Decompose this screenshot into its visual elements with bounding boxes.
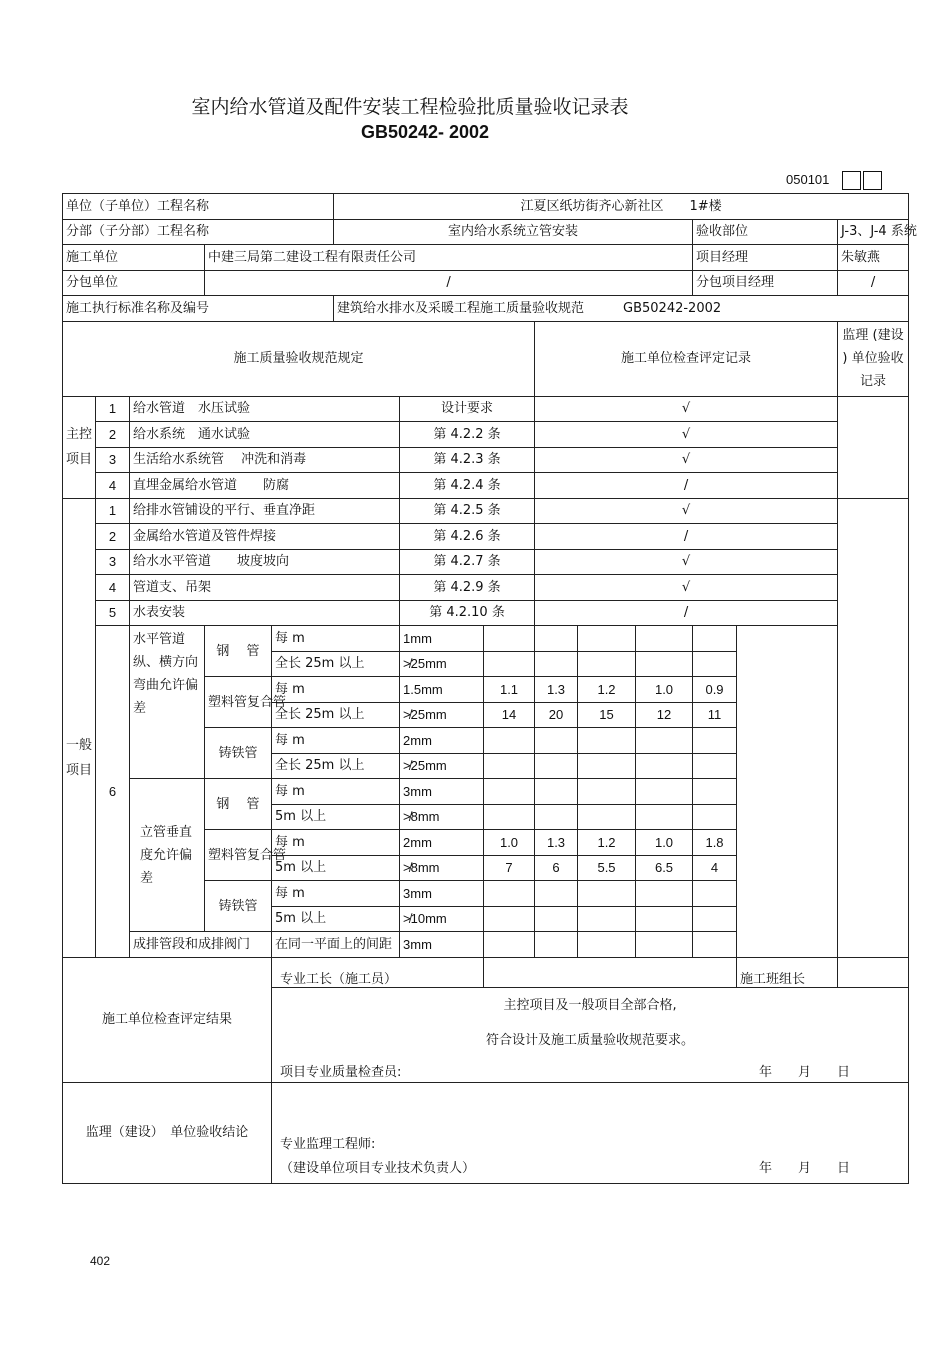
general-no: 3	[96, 549, 130, 575]
cond: 5m 以上	[272, 906, 400, 932]
cond: 全长 25m 以上	[272, 651, 400, 677]
pm-label: 项目经理	[693, 245, 838, 271]
measure[interactable]: 12	[636, 702, 693, 728]
measure[interactable]: 1.3	[535, 677, 578, 703]
sub-pm-label: 分包项目经理	[693, 270, 838, 296]
form-code: 050101	[786, 172, 830, 187]
valve-cond: 在同一平面上的间距	[272, 932, 400, 958]
measure[interactable]	[535, 651, 578, 677]
measure[interactable]: 1.8	[693, 830, 737, 856]
general-row-5	[63, 600, 909, 626]
std-label: 施工执行标准名称及编号	[63, 296, 334, 322]
measure[interactable]	[693, 651, 737, 677]
cond: 每 m	[272, 830, 400, 856]
main-name: 给水系统 通水试验	[130, 422, 400, 448]
owner-label: （建设单位项目专业技术负责人）	[280, 1160, 476, 1176]
measure[interactable]	[636, 626, 693, 652]
spec-header: 施工质量验收规范规定	[63, 321, 535, 396]
general-ref: 第 4.2.10 条	[400, 600, 535, 626]
horizontal-label: 水平管道纵、横方向弯曲允许偏差	[130, 626, 205, 779]
page-number: 402	[90, 1254, 111, 1268]
inspect-part-value: J-3、J-4 系统	[838, 219, 909, 245]
pipe-type: 钢 管	[205, 626, 272, 677]
inspector-label: 项目专业质量检查员:	[280, 1064, 402, 1080]
general-row-3	[63, 549, 909, 575]
pipe-type: 塑料管复合管	[205, 677, 272, 728]
main-name: 生活给水系统管 冲洗和消毒	[130, 447, 400, 473]
contractor-label: 施工单位	[63, 245, 205, 271]
measure[interactable]	[636, 728, 693, 754]
result-line-1: 主控项目及一般项目全部合格,	[503, 997, 677, 1013]
measure[interactable]: 1.0	[636, 677, 693, 703]
measure[interactable]	[484, 906, 535, 932]
measure[interactable]	[535, 779, 578, 805]
measure[interactable]: 0.9	[693, 677, 737, 703]
measure[interactable]	[693, 804, 737, 830]
measure[interactable]	[578, 779, 636, 805]
contractor-value: 中建三局第二建设工程有限责任公司	[205, 245, 693, 271]
supervision-date: 年 月 日	[759, 1160, 851, 1176]
measure[interactable]	[636, 906, 693, 932]
cond: 每 m	[272, 626, 400, 652]
general-no: 4	[96, 575, 130, 601]
general-ref: 第 4.2.5 条	[400, 498, 535, 524]
measure[interactable]	[535, 753, 578, 779]
main-row-2	[63, 422, 909, 448]
cond: 全长 25m 以上	[272, 753, 400, 779]
measure[interactable]	[693, 779, 737, 805]
item6-no: 6	[96, 626, 130, 958]
measure[interactable]	[484, 651, 535, 677]
measure[interactable]	[484, 728, 535, 754]
main-no: 4	[96, 473, 130, 499]
measure[interactable]	[484, 881, 535, 907]
measure[interactable]: 1.3	[535, 830, 578, 856]
general-row-1	[63, 498, 909, 524]
measure[interactable]	[578, 753, 636, 779]
supervision-header: 监理 (建设 ) 单位验收 记录	[838, 321, 909, 396]
limit: ≯10mm	[400, 906, 484, 932]
main-no: 1	[96, 396, 130, 422]
measure[interactable]	[578, 728, 636, 754]
measure[interactable]	[636, 779, 693, 805]
subcontractor-value: /	[205, 270, 693, 296]
main-result[interactable]: /	[535, 473, 838, 499]
limit: 2mm	[400, 728, 484, 754]
result-line-2: 符合设计及施工质量验收规范要求。	[486, 1032, 695, 1048]
valve-row	[63, 932, 909, 958]
main-no: 3	[96, 447, 130, 473]
main-row-3	[63, 447, 909, 473]
measure[interactable]: 7	[484, 855, 535, 881]
limit: ≯25mm	[400, 651, 484, 677]
foreman-label: 专业工长（施工员）	[272, 957, 484, 987]
general-result[interactable]: /	[535, 600, 838, 626]
cond: 每 m	[272, 881, 400, 907]
pipe-type: 铸铁管	[205, 881, 272, 932]
cond: 每 m	[272, 779, 400, 805]
measure[interactable]	[693, 881, 737, 907]
measure[interactable]	[535, 881, 578, 907]
general-ref: 第 4.2.6 条	[400, 524, 535, 550]
general-row-4	[63, 575, 909, 601]
division-label: 分部（子分部）工程名称	[63, 219, 334, 245]
measure[interactable]: 1.1	[484, 677, 535, 703]
cond: 5m 以上	[272, 804, 400, 830]
measure[interactable]: 15	[578, 702, 636, 728]
measure[interactable]: 1.2	[578, 830, 636, 856]
pipe-type: 钢 管	[205, 779, 272, 830]
general-name: 管道支、吊架	[130, 575, 400, 601]
sub-pm-value: /	[838, 270, 909, 296]
v-steel-row-1	[63, 779, 909, 805]
measure[interactable]	[693, 626, 737, 652]
measure[interactable]: 4	[693, 855, 737, 881]
main-ref: 第 4.2.3 条	[400, 447, 535, 473]
inspection-form	[62, 193, 917, 1184]
measure[interactable]	[484, 779, 535, 805]
limit: ≯25mm	[400, 702, 484, 728]
measure[interactable]	[693, 753, 737, 779]
measure[interactable]: 11	[693, 702, 737, 728]
measure[interactable]	[535, 804, 578, 830]
measure[interactable]: 1.0	[636, 830, 693, 856]
valve-limit: 3mm	[400, 932, 484, 958]
measure[interactable]	[578, 804, 636, 830]
main-ref: 第 4.2.4 条	[400, 473, 535, 499]
cond: 5m 以上	[272, 855, 400, 881]
general-result[interactable]: √	[535, 498, 838, 524]
general-no: 2	[96, 524, 130, 550]
main-result[interactable]: √	[535, 396, 838, 422]
measure[interactable]	[578, 906, 636, 932]
measure[interactable]: 1.2	[578, 677, 636, 703]
general-ref: 第 4.2.7 条	[400, 549, 535, 575]
general-name: 水表安装	[130, 600, 400, 626]
form-title: 室内给水管道及配件安装工程检验批质量验收记录表	[191, 96, 629, 118]
main-supervision-cell[interactable]	[838, 396, 909, 498]
measure[interactable]: 5.5	[578, 855, 636, 881]
measure[interactable]	[636, 804, 693, 830]
pm-value: 朱敏燕	[838, 245, 909, 271]
pipe-type: 塑料管复合管	[205, 830, 272, 881]
measure[interactable]	[578, 932, 636, 958]
cond: 每 m	[272, 677, 400, 703]
measure[interactable]	[636, 881, 693, 907]
general-result[interactable]: √	[535, 575, 838, 601]
general-supervision-cell[interactable]	[838, 498, 909, 957]
result-date: 年 月 日	[759, 1064, 851, 1080]
measure[interactable]	[484, 932, 535, 958]
inspect-part-label: 验收部位	[693, 219, 838, 245]
standard-code: GB50242- 2002	[360, 122, 490, 142]
measure[interactable]	[636, 932, 693, 958]
measure[interactable]: 1.0	[484, 830, 535, 856]
main-row-1	[63, 396, 909, 422]
main-row-4	[63, 473, 909, 499]
measure[interactable]	[484, 804, 535, 830]
limit: 3mm	[400, 881, 484, 907]
limit: ≯25mm	[400, 753, 484, 779]
main-name: 给水管道 水压试验	[130, 396, 400, 422]
limit: ≯8mm	[400, 855, 484, 881]
measure[interactable]	[636, 753, 693, 779]
main-no: 2	[96, 422, 130, 448]
general-no: 5	[96, 600, 130, 626]
measure[interactable]	[578, 651, 636, 677]
general-ref: 第 4.2.9 条	[400, 575, 535, 601]
limit: ≯8mm	[400, 804, 484, 830]
measure[interactable]: 14	[484, 702, 535, 728]
code-box-2[interactable]	[863, 171, 882, 190]
h-steel-row-1	[63, 626, 909, 652]
general-label: 一般项目	[63, 498, 96, 957]
general-no: 1	[96, 498, 130, 524]
measure[interactable]: 6	[535, 855, 578, 881]
main-ref: 第 4.2.2 条	[400, 422, 535, 448]
cond: 全长 25m 以上	[272, 702, 400, 728]
limit: 2mm	[400, 830, 484, 856]
unit-label: 单位（子单位）工程名称	[63, 194, 334, 220]
main-name: 直埋金属给水管道 防腐	[130, 473, 400, 499]
supervision-body	[272, 1082, 909, 1183]
main-control-label: 主控项目	[63, 396, 96, 498]
code-box-1[interactable]	[842, 171, 861, 190]
check-header: 施工单位检查评定记录	[535, 321, 838, 396]
measure[interactable]	[535, 906, 578, 932]
measure[interactable]	[484, 626, 535, 652]
general-name: 给水水平管道 坡度坡向	[130, 549, 400, 575]
supervision-label: 监理（建设） 单位验收结论	[63, 1082, 272, 1183]
measure[interactable]	[578, 881, 636, 907]
foreman-signature[interactable]	[484, 957, 737, 987]
measure[interactable]	[693, 906, 737, 932]
limit: 1.5mm	[400, 677, 484, 703]
cond: 每 m	[272, 728, 400, 754]
division-value: 室内给水系统立管安装	[334, 219, 693, 245]
pipe-type: 铸铁管	[205, 728, 272, 779]
main-ref: 设计要求	[400, 396, 535, 422]
measure[interactable]: 6.5	[636, 855, 693, 881]
measure[interactable]	[693, 932, 737, 958]
limit: 3mm	[400, 779, 484, 805]
engineer-label: 专业监理工程师:	[280, 1136, 376, 1152]
measure[interactable]	[484, 753, 535, 779]
general-row-2	[63, 524, 909, 550]
main-result[interactable]: √	[535, 447, 838, 473]
team-leader-label: 施工班组长	[737, 957, 838, 987]
measure[interactable]	[535, 932, 578, 958]
main-result[interactable]: √	[535, 422, 838, 448]
general-name: 金属给水管道及管件焊接	[130, 524, 400, 550]
vertical-label: 立管垂直度允许偏差	[130, 779, 205, 932]
measure[interactable]	[693, 728, 737, 754]
limit: 1mm	[400, 626, 484, 652]
std-value: 建筑给水排水及采暖工程施工质量验收规范 GB50242-2002	[334, 296, 909, 322]
general-result[interactable]: √	[535, 549, 838, 575]
team-leader-signature[interactable]	[838, 957, 909, 987]
unit-value: 江夏区纸坊街齐心新社区 1#楼	[334, 194, 909, 220]
result-body	[272, 987, 909, 1082]
general-name: 给排水管铺设的平行、垂直净距	[130, 498, 400, 524]
measure[interactable]	[535, 626, 578, 652]
measure[interactable]	[535, 728, 578, 754]
valve-name: 成排管段和成排阀门	[130, 932, 272, 958]
result-label: 施工单位检查评定结果	[63, 957, 272, 1082]
general-result[interactable]: /	[535, 524, 838, 550]
measure[interactable]	[636, 651, 693, 677]
measure[interactable]: 20	[535, 702, 578, 728]
measure[interactable]	[578, 626, 636, 652]
subcontractor-label: 分包单位	[63, 270, 205, 296]
